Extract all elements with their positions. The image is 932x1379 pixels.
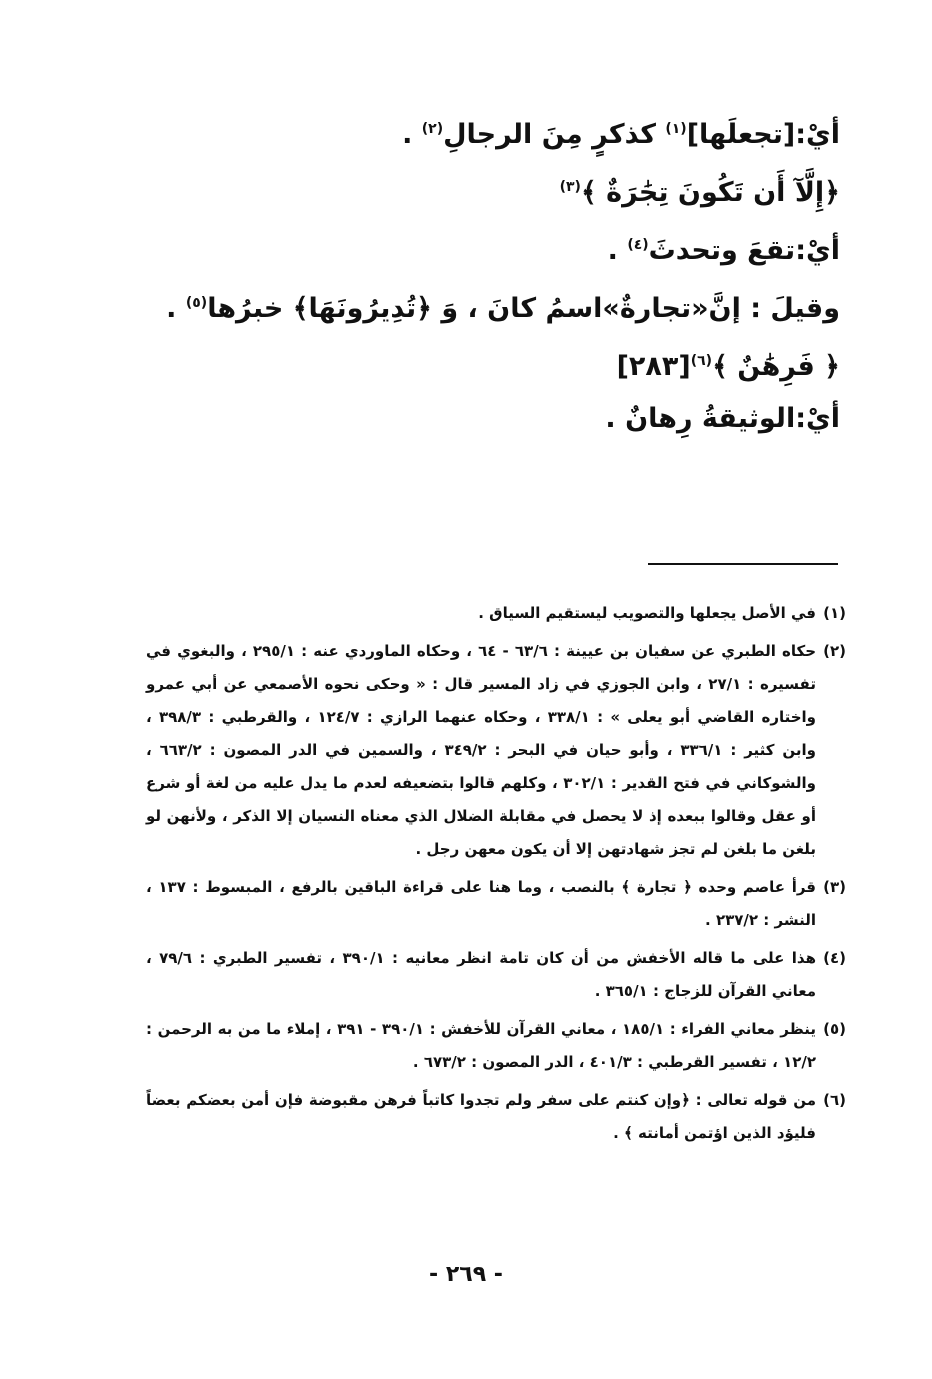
footnote-number: (٤)	[823, 949, 846, 967]
main-line-4: وقيلَ : إنَّ«تجارةٌ»اسمُ كانَ ، وَ ﴿تُدِيرُونَهَا﴾ خبرُها$^{(٥)}$ .	[166, 293, 840, 324]
main-line-5: ﴿ فَرِهَٰنٌ ﴾$^{(٦)}$[٢٨٣]	[616, 351, 840, 382]
footnote-text: ينظر معاني الفراء : ١٨٥/١ ، معاني القرآن للأخفش : ٣٩٠/١ - ٣٩١ ، إملاء ما من به الرحمن : ١٢/٢ ، تفسير القرطبي : ٤٠١/٣ ، الدر المصون : ٦٧٣/٢ .	[146, 1020, 817, 1071]
footnote-ref: (٤)	[627, 237, 649, 253]
main-text	[166, 100, 840, 448]
footnote-separator	[648, 563, 838, 565]
footnote-ref: (٣)	[559, 179, 581, 195]
footnote-text: حكاه الطبري عن سفيان بن عيينة : ٦٣/٦ - ٦٤ ، وحكاه الماوردي عنه : ٢٩٥/١ ، والبغوي في تفسيره : ٢٧/١ ، وابن الجوزي في زاد المسير قال : « وحكى نحوه الأصمعي عن أبي عمرو واختاره القاضي أبو يعلى » : ٣٣٨/١ ، وحكاه عنهما الرازي : ١٢٤/٧ ، والقرطبي : ٣٩٨/٣ ، وابن كثير : ٣٣٦/١ ، وأبو حيان في البحر : ٣٤٩/٢ ، والسمين في الدر المصون : ٦٦٣/٢ ، والشوكاني في فتح القدير : ٣٠٢/١ ، وكلهم قالوا بتضعيفه لعدم ما يدل عليه من لغة أو شرع أو عقل وقالوا ببعده إذ لا يحصل في مقابلة الضلال الذي معناه النسيان إلا الذكر ، ولأنهن لو بلغن ما بلغن لم تجز شهادتهن إلا أن يكون معهن رجل .	[146, 642, 817, 858]
footnote-ref: (٥)	[185, 295, 208, 311]
main-line-2: ﴿إِلَّآ أَن تَكُونَ تِجَٰرَةٌ ﴾$^{(٣)}$	[559, 177, 840, 208]
footnote-6	[146, 1084, 846, 1150]
footnotes	[146, 597, 846, 1155]
main-line-1: أيْ:[تجعلَها]$^{(١)}$ كذكرٍ مِنَ الرجالِ$^{(٢)}$ .	[402, 119, 840, 150]
main-line-3: أيْ:تقعَ وتحدثَ$^{(٤)}$ .	[607, 235, 840, 266]
footnote-ref: (٢)	[421, 121, 444, 137]
footnote-number: (١)	[823, 604, 846, 622]
footnote-1	[146, 597, 846, 630]
footnote-2	[146, 635, 846, 866]
page-number: - ٢٦٩ -	[429, 1262, 503, 1287]
footnote-text: من قوله تعالى : ﴿وإن كنتم على سفر ولم تجدوا كاتباً فرهن مقبوضة فإن أمن بعضكم بعضاً فليؤد الذين اؤتمن أمانته ﴾ .	[146, 1091, 816, 1142]
footnote-text: قرأ عاصم وحده ﴿ تجارة ﴾ بالنصب ، وما هنا على قراءة الباقين بالرفع ، المبسوط : ١٣٧ ، النشر : ٢٣٧/٢ .	[146, 878, 817, 929]
footnote-number: (٥)	[823, 1020, 846, 1038]
footnote-3	[146, 871, 846, 937]
footnote-text: هذا على ما قاله الأخفش من أن كان تامة انظر معانيه : ٣٩٠/١ ، تفسير الطبري : ٧٩/٦ ، معاني القرآن للزجاج : ٣٦٥/١ .	[146, 949, 816, 1000]
main-line-6: أيْ:الوثيقةُ رِهانٌ .	[605, 403, 840, 434]
footnote-ref: (١)	[665, 121, 687, 137]
footnote-text: في الأصل يجعلها والتصويب ليستقيم السياق .	[478, 604, 816, 622]
footnote-4	[146, 942, 846, 1008]
verse-number: [٢٨٣]	[616, 351, 691, 382]
footnote-number: (٢)	[823, 642, 846, 660]
footnote-ref: (٦)	[690, 353, 713, 369]
footnote-number: (٣)	[823, 878, 846, 896]
footnote-number: (٦)	[823, 1091, 846, 1109]
footnote-5	[146, 1013, 846, 1079]
